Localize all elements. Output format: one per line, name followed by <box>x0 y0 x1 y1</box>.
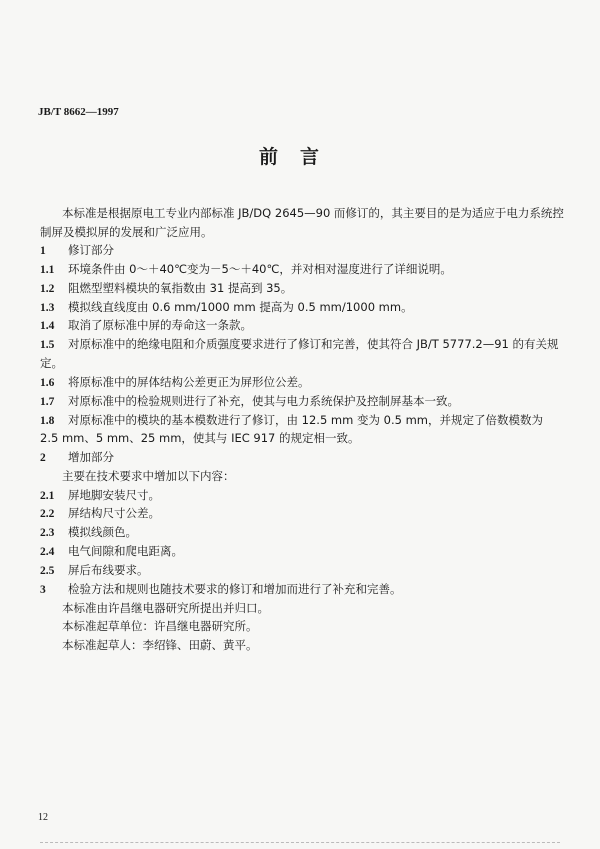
text-line <box>62 206 564 220</box>
line-text: 屏结构尺寸公差。 <box>68 506 160 520</box>
line-text: 检验方法和规则也随技术要求的修订和增加而进行了补充和完善。 <box>68 582 402 596</box>
line-text: 修订部分 <box>68 243 114 257</box>
line-text: 本标准是根据原电工专业内部标准 JB/DQ 2645—90 而修订的，其主要目的是为适应于电力系统控 <box>62 206 564 220</box>
text-line <box>40 300 413 315</box>
line-text: 定。 <box>40 356 63 370</box>
line-text: 制屏及模拟屏的发展和广泛应用。 <box>40 225 213 239</box>
line-text: 对原标准中的模块的基本模数进行了修订，由 12.5 mm 变为 0.5 mm，并规定了倍数模数为 <box>68 413 543 427</box>
text-line <box>40 544 183 559</box>
text-line <box>62 601 269 615</box>
clause-number: 3 <box>40 584 46 596</box>
text-line <box>40 488 160 503</box>
clause-number: 2.4 <box>40 546 55 558</box>
text-line <box>40 225 213 239</box>
line-text: 屏后布线要求。 <box>68 563 149 577</box>
standard-number-header: JB/T 8662—1997 <box>38 106 119 118</box>
clause-number: 1.3 <box>40 302 55 314</box>
text-line <box>40 525 137 540</box>
line-text: 2.5 mm、5 mm、25 mm，使其与 IEC 917 的规定相一致。 <box>40 431 360 445</box>
text-line <box>40 450 114 465</box>
clause-number: 1.7 <box>40 396 55 408</box>
text-line <box>40 582 402 597</box>
line-text: 主要在技术要求中增加以下内容： <box>62 469 235 483</box>
line-text: 本标准起草单位：许昌继电器研究所。 <box>62 619 258 633</box>
clause-number: 2.3 <box>40 527 55 539</box>
text-line <box>40 394 459 409</box>
text-line <box>40 431 360 445</box>
clause-number: 1.4 <box>40 320 55 332</box>
clause-number: 1.5 <box>40 339 55 351</box>
clause-number: 2.1 <box>40 490 55 502</box>
clause-number: 2.5 <box>40 565 55 577</box>
page-number: 12 <box>38 812 48 823</box>
clause-number: 1.2 <box>40 283 55 295</box>
line-text: 取消了原标准中屏的寿命这一条款。 <box>68 318 252 332</box>
text-line <box>62 638 258 652</box>
text-line <box>40 318 252 333</box>
line-text: 本标准起草人：李绍锋、田蔚、黄平。 <box>62 638 258 652</box>
line-text: 屏地脚安装尺寸。 <box>68 488 160 502</box>
clause-number: 1.6 <box>40 377 55 389</box>
text-line <box>40 262 452 277</box>
line-text: 本标准由许昌继电器研究所提出并归口。 <box>62 601 269 615</box>
text-line <box>40 506 160 521</box>
text-line <box>40 337 559 352</box>
line-text: 增加部分 <box>68 450 114 464</box>
text-line <box>40 413 543 428</box>
line-text: 模拟线直线度由 0.6 mm/1000 mm 提高为 0.5 mm/1000 mm。 <box>68 300 413 314</box>
clause-number: 1.8 <box>40 415 55 427</box>
line-text: 将原标准中的屏体结构公差更正为屏形位公差。 <box>68 375 310 389</box>
line-text: 电气间隙和爬电距离。 <box>68 544 183 558</box>
line-text: 环境条件由 0～＋40℃变为－5～＋40℃，并对相对湿度进行了详细说明。 <box>68 262 452 276</box>
text-line <box>62 469 235 483</box>
clause-number: 1 <box>40 245 46 257</box>
clause-number: 2 <box>40 452 46 464</box>
page-title: 前言 <box>258 146 341 168</box>
text-line <box>40 375 310 390</box>
text-line <box>40 243 114 258</box>
line-text: 对原标准中的检验规则进行了补充，使其与电力系统保护及控制屏基本一致。 <box>68 394 459 408</box>
line-text: 模拟线颜色。 <box>68 525 137 539</box>
clause-number: 2.2 <box>40 508 55 520</box>
line-text: 阻燃型塑料模块的氧指数由 31 提高到 35。 <box>68 281 293 295</box>
text-line <box>40 356 63 370</box>
clause-number: 1.1 <box>40 264 55 276</box>
line-text: 对原标准中的绝缘电阻和介质强度要求进行了修订和完善，使其符合 JB/T 5777.2—91 的有关规 <box>68 337 559 351</box>
text-line <box>40 281 292 296</box>
text-line <box>62 619 258 633</box>
text-line <box>40 563 149 578</box>
scan-edge-line <box>40 842 560 843</box>
